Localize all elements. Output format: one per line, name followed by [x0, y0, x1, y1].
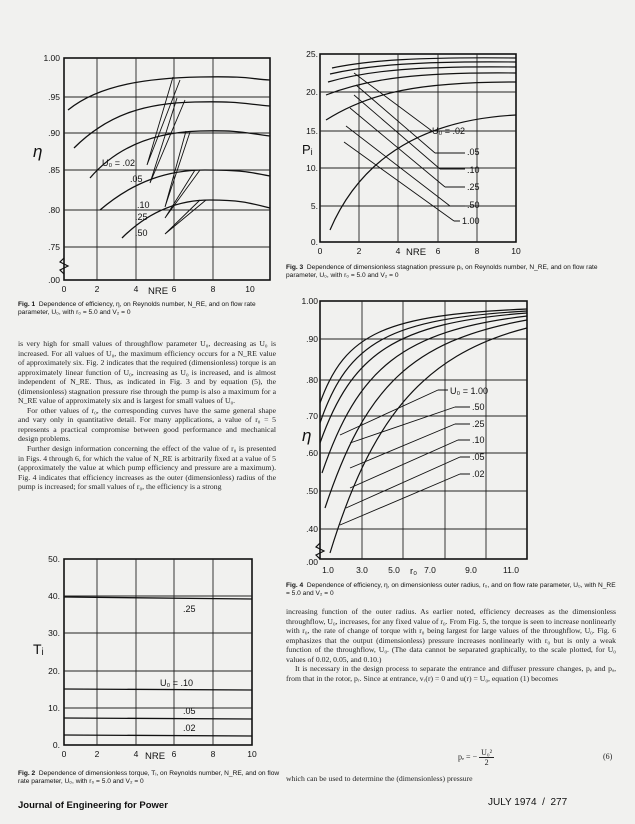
fig2-xlabel: NRE — [145, 751, 166, 762]
fig2-label-u025: .25 — [183, 604, 196, 614]
fig1-xtick: 10 — [245, 284, 255, 294]
fig1-label-u010: .10 — [137, 200, 150, 210]
fig1-xtick: 2 — [94, 284, 100, 294]
fig4-label-u100: U₀ = 1.00 — [450, 386, 489, 396]
fig1-ytick: .95 — [48, 92, 60, 102]
fig2-xtick: 6 — [171, 749, 177, 759]
fig2-xtick: 2 — [94, 749, 100, 759]
fig4-xtick: 3.0 — [356, 565, 368, 575]
fig4-xtick: 9.0 — [465, 565, 477, 575]
fig4-label-u002: .02 — [472, 469, 485, 479]
fig4-xtick: 5.0 — [388, 565, 400, 575]
fig3-ytick: 25. — [306, 49, 318, 59]
fig4-label-u050: .50 — [472, 402, 485, 412]
fig1-ytick: .85 — [48, 165, 60, 175]
fig1-curve-u005 — [74, 102, 270, 148]
fig1-ytick: .75 — [48, 242, 60, 252]
equation-denominator: 2 — [484, 758, 489, 767]
fig4-ylabel: η — [302, 426, 312, 445]
fig3-xtick: 10 — [511, 246, 521, 256]
fig3-ytick: 10. — [306, 163, 318, 173]
equation-lhs: pₑ = − — [458, 752, 478, 762]
fig4-xtick: 11.0 — [503, 565, 519, 575]
fig3-label-u050: .50 — [467, 200, 480, 210]
fig1-ytick: .80 — [48, 205, 60, 215]
fig2-xtick: 0 — [61, 749, 67, 759]
paragraph: For other values of r₀, the corresponding curves have the same general shape and vary only in quantitative detail. For many applications, a value of r₀ = 5 represents a practical compromise between good performance and mechanical design problems. — [18, 405, 276, 444]
fig1-xtick: 6 — [171, 284, 177, 294]
paragraph: is very high for small values of throughflow parameter U₀, decreasing as U₀ is increased. For all values of U₀, the maximum efficiency occurs for a N_RE value of approximately six. Fig. 2 indicates that the required (dimensionless) torque is an approximately linear function of U₀, increasing as U₀ is increased, and is almost independent of N_RE. Thus, as indicated in Fig. 3 and by equation (5), the (dimensionless) stagnation pressure rise through the pump is also a maximum for a N_RE value of approximately six and is largest for small values of U₀. — [18, 339, 276, 406]
fig4-ytick: .00 — [306, 557, 318, 567]
paragraph: Further design information concerning the effect of the value of r₀ is presented in Figs. 4 through 6, for which the value of N_RE is arbitrarily fixed at a value of 5 (approximately the value at which pump efficiency and pressure are a maximum). Fig. 4 indicates that efficiency increases as the outer (dimensionless) radius of the pump is increased; for small values of r₀, the efficiency is a strong — [18, 444, 276, 492]
fig3-xlabel: NRE — [406, 247, 427, 258]
fig1-curve-u002 — [68, 77, 270, 110]
fig4-ytick: .60 — [306, 448, 318, 458]
fig2-caption: Fig. 2 Dependence of dimensionless torque, Tᵢ, on Reynolds number, N_RE, and on flow rate parameter, U₀, with r₀ = 5.0 and V₂ = 0 — [18, 770, 280, 785]
fig1-xtick: 8 — [210, 284, 216, 294]
fig2-curve-u005 — [64, 718, 252, 719]
fig3-label-u025: .25 — [467, 182, 480, 192]
fig1-caption: Fig. 1 Dependence of efficiency, η, on Reynolds number, N_RE, and on flow rate parameter, U₀, with r₀ = 5.0 and V₂ = 0 — [18, 301, 256, 316]
equation-6 — [458, 748, 494, 767]
paragraph: increasing function of the outer radius. As earlier noted, efficiency decreases as the dimensionless throughflow, U₀, increases, for any fixed value of r₀. From Fig. 5, the torque is seen to increase nonlinearly with r₀, the rate of change of torque with r₀ being largest for large values of the throughflow, U₀. Fig. 6 emphasizes that the output (dimensionless) pressure increases nonlinearly with r₀ but is only a weak function of the throughflow, U₀. (The data cannot be separated graphically, to the scale plotted, for U₀ values of 0.02, 0.05, and 0.10.) — [286, 607, 616, 664]
fig3-caption: Fig. 3 Dependence of dimensionless stagnation pressure pᵢ, on Reynolds number, N_RE, and on flow rate parameter, U₀, with r₀ = 5.0 and V₂ = 0 — [286, 264, 598, 279]
fig1-ytick: .00 — [48, 275, 60, 285]
fig4-xtick: 7.0 — [424, 565, 436, 575]
equation-number: (6) — [603, 752, 613, 761]
fig3-ytick: 20. — [306, 87, 318, 97]
fig1-label-u002: U₀ = .02 — [102, 158, 136, 168]
fig1-ytick: 1.00 — [43, 53, 60, 63]
fig1-label-u025: .25 — [135, 212, 148, 222]
fig1-xtick: 4 — [133, 284, 139, 294]
fig4-label-u010: .10 — [472, 435, 485, 445]
fig2-label-u010: U₀ = .10 — [160, 678, 194, 688]
journal-name: Journal of Engineering for Power — [18, 800, 168, 811]
fig4-curve-u010 — [320, 313, 527, 443]
equation-numerator: U₀² — [481, 748, 493, 757]
fig4-ytick: .70 — [306, 411, 318, 421]
fig4-ytick: .80 — [306, 375, 318, 385]
fig3-ytick: 5. — [310, 201, 318, 211]
fig3-xtick: 0 — [317, 246, 323, 256]
fig4-curve-u050 — [325, 320, 527, 508]
fig4-ytick: 1.00 — [301, 296, 318, 306]
fig2-curve-u025 — [64, 597, 252, 599]
figure-4 — [290, 293, 530, 583]
left-text-column — [18, 339, 276, 492]
fig1-label-u050: .50 — [135, 228, 148, 238]
fig1-xlabel: NRE — [148, 286, 169, 297]
fig2-ytick: 0. — [52, 740, 60, 750]
paragraph: which can be used to determine the (dimensionless) pressure — [286, 774, 473, 783]
fig2-ytick: 40. — [48, 591, 60, 601]
paragraph: It is necessary in the design process to separate the entrance and diffuser pressure changes, pₑ and pₐ, from that in the rotor, pᵣ. Since at entrance, vᵣ(r) = 0 and u(r) = U₀, equation (1) becomes — [286, 664, 616, 683]
fig2-xtick: 8 — [210, 749, 216, 759]
fig3-label-u002: U₀ = .02 — [432, 126, 466, 136]
date-page: JULY 1974 / 277 — [488, 797, 568, 808]
fig2-ytick: 10. — [48, 703, 60, 713]
fig1-label-u005: .05 — [130, 174, 143, 184]
fig3-xtick: 2 — [356, 246, 362, 256]
fig3-curve-u050 — [326, 82, 516, 120]
fig4-ytick: .40 — [306, 524, 318, 534]
fig3-ytick: 15. — [306, 126, 318, 136]
fig1-ytick: .90 — [48, 128, 60, 138]
fig3-curve-u100 — [330, 115, 516, 230]
fig4-caption: Fig. 4 Dependence of efficiency, η, on dimensionless outer radius, r₀, and on flow rate parameter, U₀, with N_RE = 5.0 and V₂ = 0 — [286, 582, 616, 597]
fig3-label-u100: 1.00 — [462, 216, 480, 226]
fig2-ylabel: Tᵢ — [33, 641, 44, 657]
figure-2 — [0, 550, 300, 765]
fig1-xtick: 0 — [61, 284, 67, 294]
fig3-ylabel: Pᵢ — [302, 142, 313, 157]
fig2-curve-u010 — [64, 689, 252, 690]
fig2-ytick: 50. — [48, 554, 60, 564]
fig2-label-u005: .05 — [183, 706, 196, 716]
fig4-curve-u025 — [322, 316, 527, 473]
figure-3 — [290, 40, 530, 265]
fig1-ylabel: η — [33, 142, 43, 161]
fig4-label-u005: .05 — [472, 452, 485, 462]
fig3-label-u010: .10 — [467, 165, 480, 175]
fig4-ytick: .90 — [306, 334, 318, 344]
fig2-curve-u002 — [64, 735, 252, 736]
fig3-ytick: 0. — [310, 237, 318, 247]
fig2-ytick: 20. — [48, 666, 60, 676]
fig3-label-u005: .05 — [467, 147, 480, 157]
fig4-curve-u100 — [330, 328, 527, 553]
fig4-xtick: 1.0 — [322, 565, 334, 575]
fig2-xtick: 10 — [247, 749, 257, 759]
figure-1 — [0, 0, 300, 300]
fig3-xtick: 8 — [474, 246, 480, 256]
fig2-xtick: 4 — [133, 749, 139, 759]
fig4-xlabel: r₀ — [410, 566, 418, 577]
fig4-ytick: .50 — [306, 486, 318, 496]
fig3-xtick: 4 — [395, 246, 401, 256]
fig4-label-u025: .25 — [472, 419, 485, 429]
fig2-label-u002: .02 — [183, 723, 196, 733]
right-text-column — [286, 607, 616, 683]
fig3-xtick: 6 — [435, 246, 441, 256]
fig2-ytick: 30. — [48, 628, 60, 638]
